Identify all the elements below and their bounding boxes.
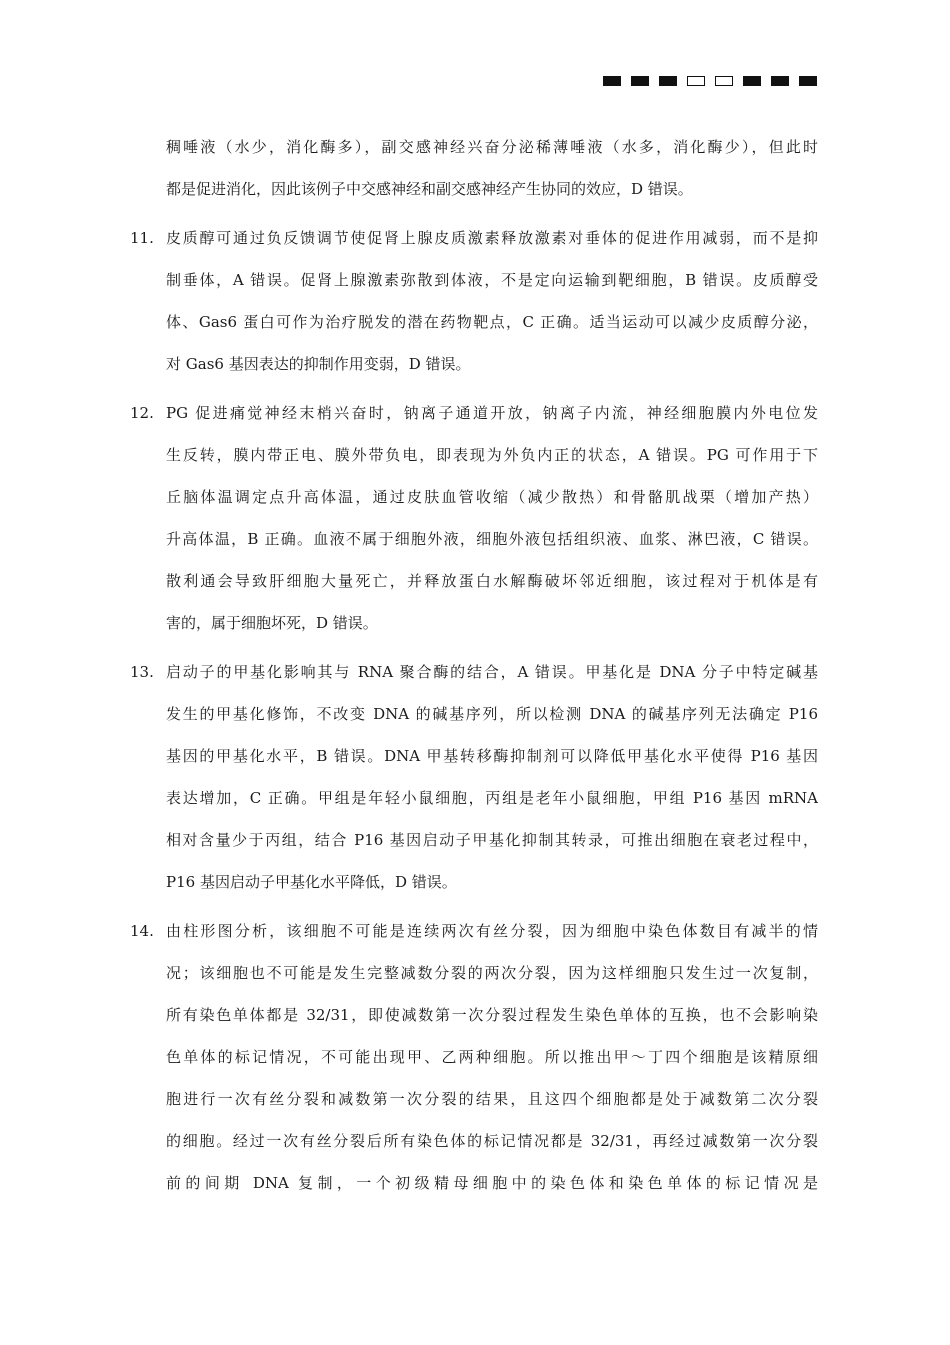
text-line: 稠唾液（水少，消化酶多），副交感神经兴奋分泌稀薄唾液（水多，消化酶少），但此时 (166, 138, 818, 156)
text-line: 散利通会导致肝细胞大量死亡，并释放蛋白水解酶破坏邻近细胞，该过程对于机体是有 (166, 572, 818, 590)
answer-content (0, 126, 950, 1211)
text-line: P16 基因启动子甲基化水平降低，D 错误。 (166, 873, 457, 891)
question-number: 14. (130, 922, 154, 940)
text-line: 发生的甲基化修饰，不改变 DNA 的碱基序列，所以检测 DNA 的碱基序列无法确定 P16 (166, 705, 818, 723)
header-mark (687, 76, 705, 86)
header-mark (603, 76, 621, 86)
question-number: 11. (130, 229, 154, 247)
text-line: 所有染色单体都是 32/31，即使减数第一次分裂过程发生染色单体的互换，也不会影响染 (166, 1006, 818, 1024)
text-line: 相对含量少于丙组，结合 P16 基因启动子甲基化抑制其转录，可推出细胞在衰老过程中， (166, 831, 818, 849)
text-line: 由柱形图分析，该细胞不可能是连续两次有丝分裂，因为细胞中染色体数目有减半的情 (166, 922, 818, 940)
text-line: 都是促进消化，因此该例子中交感神经和副交感神经产生协同的效应，D 错误。 (166, 180, 693, 198)
text-line: 害的，属于细胞坏死，D 错误。 (166, 614, 378, 632)
answer-paragraph-14 (0, 910, 950, 1204)
text-line: 表达增加，C 正确。甲组是年轻小鼠细胞，丙组是老年小鼠细胞，甲组 P16 基因 mRNA (166, 789, 818, 807)
text-line: 对 Gas6 基因表达的抑制作用变弱，D 错误。 (166, 355, 471, 373)
text-line: 色单体的标记情况，不可能出现甲、乙两种细胞。所以推出甲～丁四个细胞是该精原细 (166, 1048, 818, 1066)
answer-paragraph-11 (0, 217, 950, 385)
answer-paragraph-continued (0, 126, 950, 210)
text-line: 皮质醇可通过负反馈调节使促肾上腺皮质激素释放激素对垂体的促进作用减弱，而不是抑 (166, 229, 818, 247)
question-number: 12. (130, 404, 154, 422)
text-line: 况；该细胞也不可能是发生完整减数分裂的两次分裂，因为这样细胞只发生过一次复制， (166, 964, 818, 982)
answer-paragraph-12 (0, 392, 950, 644)
header-marks (603, 76, 819, 88)
text-line: 升高体温，B 正确。血液不属于细胞外液，细胞外液包括组织液、血浆、淋巴液，C 错误。 (166, 530, 818, 548)
text-line: 的细胞。经过一次有丝分裂后所有染色体的标记情况都是 32/31，再经过减数第一次分裂 (166, 1132, 818, 1150)
text-line: 启动子的甲基化影响其与 RNA 聚合酶的结合，A 错误。甲基化是 DNA 分子中特定碱基 (166, 663, 818, 681)
header-mark (659, 76, 677, 86)
header-mark (715, 76, 733, 86)
header-mark (631, 76, 649, 86)
text-line: 制垂体，A 错误。促肾上腺激素弥散到体液，不是定向运输到靶细胞，B 错误。皮质醇受 (166, 271, 818, 289)
text-line: PG 促进痛觉神经末梢兴奋时，钠离子通道开放，钠离子内流，神经细胞膜内外电位发 (166, 404, 818, 422)
header-mark (771, 76, 789, 86)
text-line: 生反转，膜内带正电、膜外带负电，即表现为外负内正的状态，A 错误。PG 可作用于下 (166, 446, 818, 464)
text-line: 体、Gas6 蛋白可作为治疗脱发的潜在药物靶点，C 正确。适当运动可以减少皮质醇分泌， (166, 313, 818, 331)
text-line: 基因的甲基化水平，B 错误。DNA 甲基转移酶抑制剂可以降低甲基化水平使得 P16 基因 (166, 747, 818, 765)
header-mark (799, 76, 817, 86)
header-mark (743, 76, 761, 86)
question-number: 13. (130, 663, 154, 681)
text-line: 前的间期 DNA 复制，一个初级精母细胞中的染色体和染色单体的标记情况是 (166, 1174, 818, 1192)
text-line: 丘脑体温调定点升高体温，通过皮肤血管收缩（减少散热）和骨骼肌战栗（增加产热） (166, 488, 818, 506)
text-line: 胞进行一次有丝分裂和减数第一次分裂的结果，且这四个细胞都是处于减数第二次分裂 (166, 1090, 818, 1108)
answer-paragraph-13 (0, 651, 950, 903)
